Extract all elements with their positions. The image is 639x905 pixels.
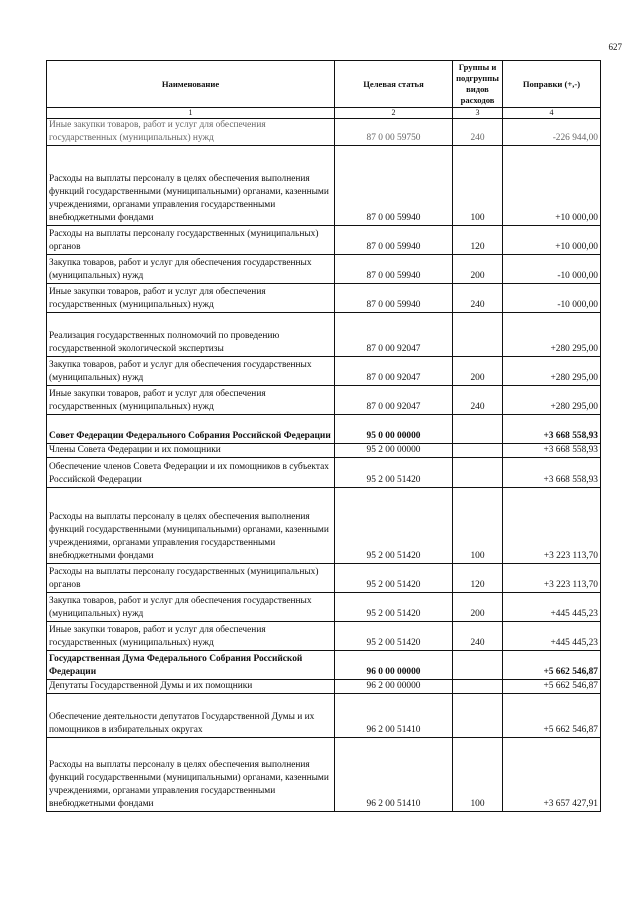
row-name: Обеспечение деятельности депутатов Государственной Думы и их помощников в избирательных округах [47,694,335,738]
table-row [47,255,601,284]
row-target-article: 95 2 00 00000 [335,444,453,458]
row-target-article: 96 2 00 51410 [335,694,453,738]
row-amendment: +5 662 546,87 [503,651,601,680]
row-amendment: -226 944,00 [503,119,601,146]
row-amendment: +3 668 558,93 [503,444,601,458]
column-number: 3 [453,108,503,119]
row-name: Совет Федерации Федерального Собрания Российской Федерации [47,415,335,444]
row-name: Государственная Дума Федерального Собрания Российской Федерации [47,651,335,680]
row-name: Закупка товаров, работ и услуг для обеспечения государственных (муниципальных) нужд [47,357,335,386]
table-row [47,694,601,738]
row-target-article: 87 0 00 92047 [335,357,453,386]
row-expense-group: 240 [453,622,503,651]
row-name: Иные закупки товаров, работ и услуг для обеспечения государственных (муниципальных) нужд [47,119,335,146]
row-target-article: 95 2 00 51420 [335,564,453,593]
row-amendment: -10 000,00 [503,255,601,284]
table-row [47,593,601,622]
row-amendment: +445 445,23 [503,593,601,622]
row-amendment: +3 668 558,93 [503,458,601,488]
row-expense-group [453,694,503,738]
column-number: 1 [47,108,335,119]
row-target-article: 87 0 00 59940 [335,226,453,255]
table-row [47,284,601,313]
table-row [47,564,601,593]
table-row [47,313,601,357]
row-expense-group [453,651,503,680]
row-name: Иные закупки товаров, работ и услуг для обеспечения государственных (муниципальных) нужд [47,622,335,651]
table-row [47,444,601,458]
row-name: Депутаты Государственной Думы и их помощники [47,680,335,694]
table-row [47,415,601,444]
page-number: 627 [608,42,622,52]
row-amendment: +280 295,00 [503,386,601,415]
table-row [47,119,601,146]
row-target-article: 87 0 00 59750 [335,119,453,146]
row-expense-group [453,444,503,458]
column-number-row [47,108,601,119]
row-name: Расходы на выплаты персоналу в целях обеспечения выполнения функций государственными (муниципальными) органами, казенными учреждениями, органами управления государственными внебюджетными фондами [47,738,335,812]
row-target-article: 95 2 00 51420 [335,458,453,488]
row-name: Иные закупки товаров, работ и услуг для обеспечения государственных (муниципальных) нужд [47,386,335,415]
row-target-article: 87 0 00 59940 [335,146,453,226]
table-row [47,651,601,680]
row-expense-group [453,458,503,488]
row-name: Расходы на выплаты персоналу государственных (муниципальных) органов [47,226,335,255]
row-name: Иные закупки товаров, работ и услуг для обеспечения государственных (муниципальных) нужд [47,284,335,313]
row-expense-group [453,680,503,694]
row-expense-group: 100 [453,738,503,812]
row-target-article: 95 2 00 51420 [335,622,453,651]
table-row [47,386,601,415]
row-amendment: +3 223 113,70 [503,488,601,564]
table-row [47,680,601,694]
row-expense-group: 240 [453,119,503,146]
row-expense-group: 100 [453,488,503,564]
row-amendment: -10 000,00 [503,284,601,313]
row-name: Расходы на выплаты персоналу государственных (муниципальных) органов [47,564,335,593]
row-target-article: 95 2 00 51420 [335,488,453,564]
row-name: Расходы на выплаты персоналу в целях обеспечения выполнения функций государственными (муниципальными) органами, казенными учреждениями, органами управления государственными внебюджетными фондами [47,488,335,564]
table-row [47,622,601,651]
row-expense-group: 240 [453,386,503,415]
table-body [47,119,601,812]
row-target-article: 87 0 00 92047 [335,313,453,357]
row-name: Закупка товаров, работ и услуг для обеспечения государственных (муниципальных) нужд [47,255,335,284]
row-amendment: +5 662 546,87 [503,680,601,694]
row-name: Обеспечение членов Совета Федерации и их помощников в субъектах Российской Федерации [47,458,335,488]
row-target-article: 96 2 00 00000 [335,680,453,694]
row-amendment: +280 295,00 [503,357,601,386]
row-expense-group: 200 [453,255,503,284]
header-code: Целевая статья [335,61,453,108]
row-expense-group [453,415,503,444]
row-amendment: +445 445,23 [503,622,601,651]
row-name: Расходы на выплаты персоналу в целях обеспечения выполнения функций государственными (муниципальными) органами, казенными учреждениями, органами управления государственными внебюджетными фондами [47,146,335,226]
column-number: 4 [503,108,601,119]
row-amendment: +5 662 546,87 [503,694,601,738]
row-amendment: +3 657 427,91 [503,738,601,812]
row-target-article: 96 0 00 00000 [335,651,453,680]
row-name: Реализация государственных полномочий по проведению государственной экологической экспертизы [47,313,335,357]
row-expense-group: 120 [453,226,503,255]
row-target-article: 87 0 00 59940 [335,255,453,284]
table-row [47,146,601,226]
header-group: Группы и подгруппы видов расходов [453,61,503,108]
row-name: Закупка товаров, работ и услуг для обеспечения государственных (муниципальных) нужд [47,593,335,622]
row-amendment: +10 000,00 [503,226,601,255]
row-target-article: 95 2 00 51420 [335,593,453,622]
budget-table [46,60,601,812]
table-row [47,458,601,488]
table-row [47,488,601,564]
table-row [47,357,601,386]
row-amendment: +3 223 113,70 [503,564,601,593]
table-header-row [47,61,601,108]
row-expense-group: 100 [453,146,503,226]
row-expense-group: 120 [453,564,503,593]
row-amendment: +280 295,00 [503,313,601,357]
row-target-article: 87 0 00 59940 [335,284,453,313]
header-amount: Поправки (+,-) [503,61,601,108]
row-name: Члены Совета Федерации и их помощники [47,444,335,458]
row-target-article: 95 0 00 00000 [335,415,453,444]
row-target-article: 87 0 00 92047 [335,386,453,415]
row-target-article: 96 2 00 51410 [335,738,453,812]
table-row [47,226,601,255]
row-expense-group: 240 [453,284,503,313]
row-amendment: +3 668 558,93 [503,415,601,444]
column-number: 2 [335,108,453,119]
row-expense-group [453,313,503,357]
row-expense-group: 200 [453,357,503,386]
row-expense-group: 200 [453,593,503,622]
row-amendment: +10 000,00 [503,146,601,226]
table-row [47,738,601,812]
header-name: Наименование [47,61,335,108]
